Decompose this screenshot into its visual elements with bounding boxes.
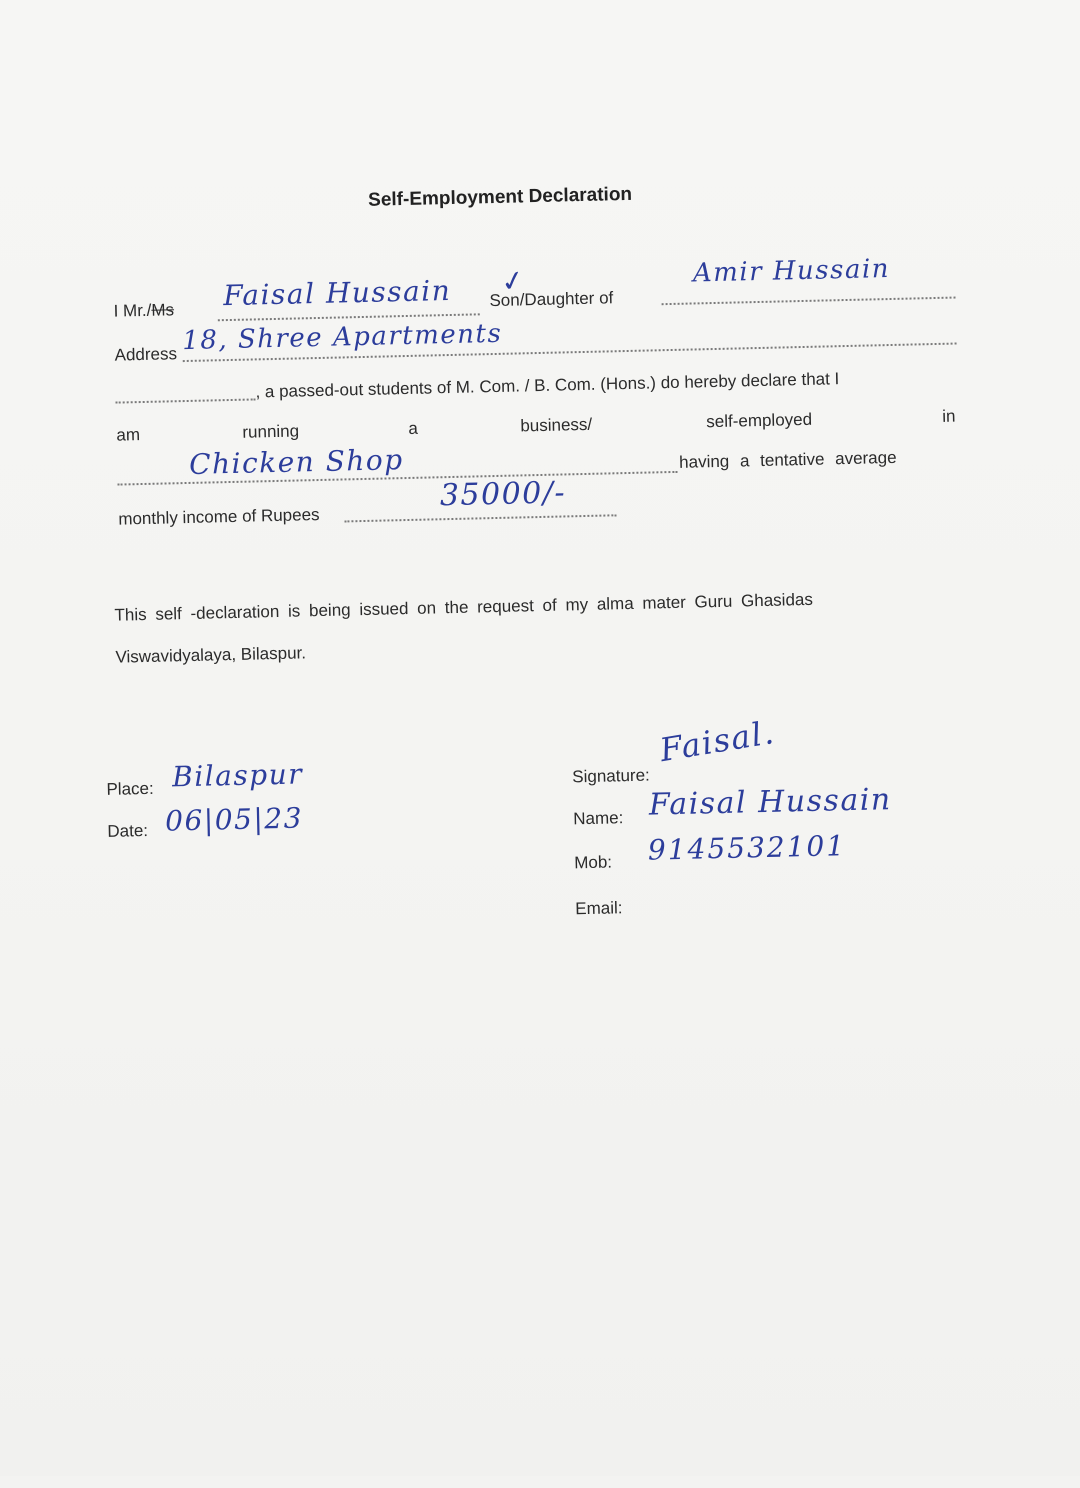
line4-word-in: in: [941, 406, 956, 426]
statement-line2: Viswavidyalaya, Bilaspur.: [115, 643, 307, 667]
signature-label: Signature:: [572, 765, 650, 787]
address-label: Address: [114, 344, 178, 365]
handwritten-business: Chicken Shop: [188, 443, 404, 481]
struck-title: Ms: [151, 300, 175, 320]
email-label: Email:: [575, 898, 623, 919]
handwritten-place: Bilaspur: [171, 757, 304, 794]
handwritten-income: 35000/-: [439, 475, 567, 514]
declaration-line5: having a tentative average: [678, 447, 897, 472]
check-mark-icon: ✓: [498, 263, 528, 299]
statement-line1: This self -declaration is being issued on the request of my alma mater Guru Ghasidas: [114, 589, 814, 625]
date-label: Date:: [107, 820, 149, 841]
handwritten-address: 18, Shree Apartments: [181, 318, 503, 357]
handwritten-name-bottom: Faisal Hussain: [648, 782, 893, 823]
name-label: Name:: [573, 808, 624, 829]
line3-dotted-line: [116, 398, 256, 403]
mob-label: Mob:: [574, 852, 613, 873]
line4-word-a: a: [408, 418, 419, 438]
income-dotted-line: [344, 514, 616, 522]
handwritten-signature: Faisal.: [657, 712, 778, 770]
form-title: Self-Employment Declaration: [367, 183, 633, 211]
line4-word-running: running: [242, 421, 300, 442]
name-prefix: [113, 300, 174, 321]
relation-label: Son/Daughter of: [489, 288, 614, 311]
handwritten-date: 06|05|23: [164, 801, 304, 838]
handwritten-mobile: 9145532101: [647, 829, 847, 867]
line4-word-self-employed: self-employed: [706, 409, 813, 432]
handwritten-name: Faisal Hussain: [222, 273, 452, 313]
line4-word-am: am: [116, 425, 141, 445]
line4-word-business: business/: [520, 414, 593, 436]
income-label: monthly income of Rupees: [118, 505, 320, 529]
place-label: Place:: [106, 778, 154, 799]
declaration-line3: , a passed-out students of M. Com. / B. Com. (Hons.) do hereby declare that I: [255, 369, 840, 402]
father-dotted-line: [662, 297, 956, 306]
handwritten-father-name: Amir Hussain: [692, 254, 891, 289]
title-prefix: I Mr./: [113, 300, 152, 321]
